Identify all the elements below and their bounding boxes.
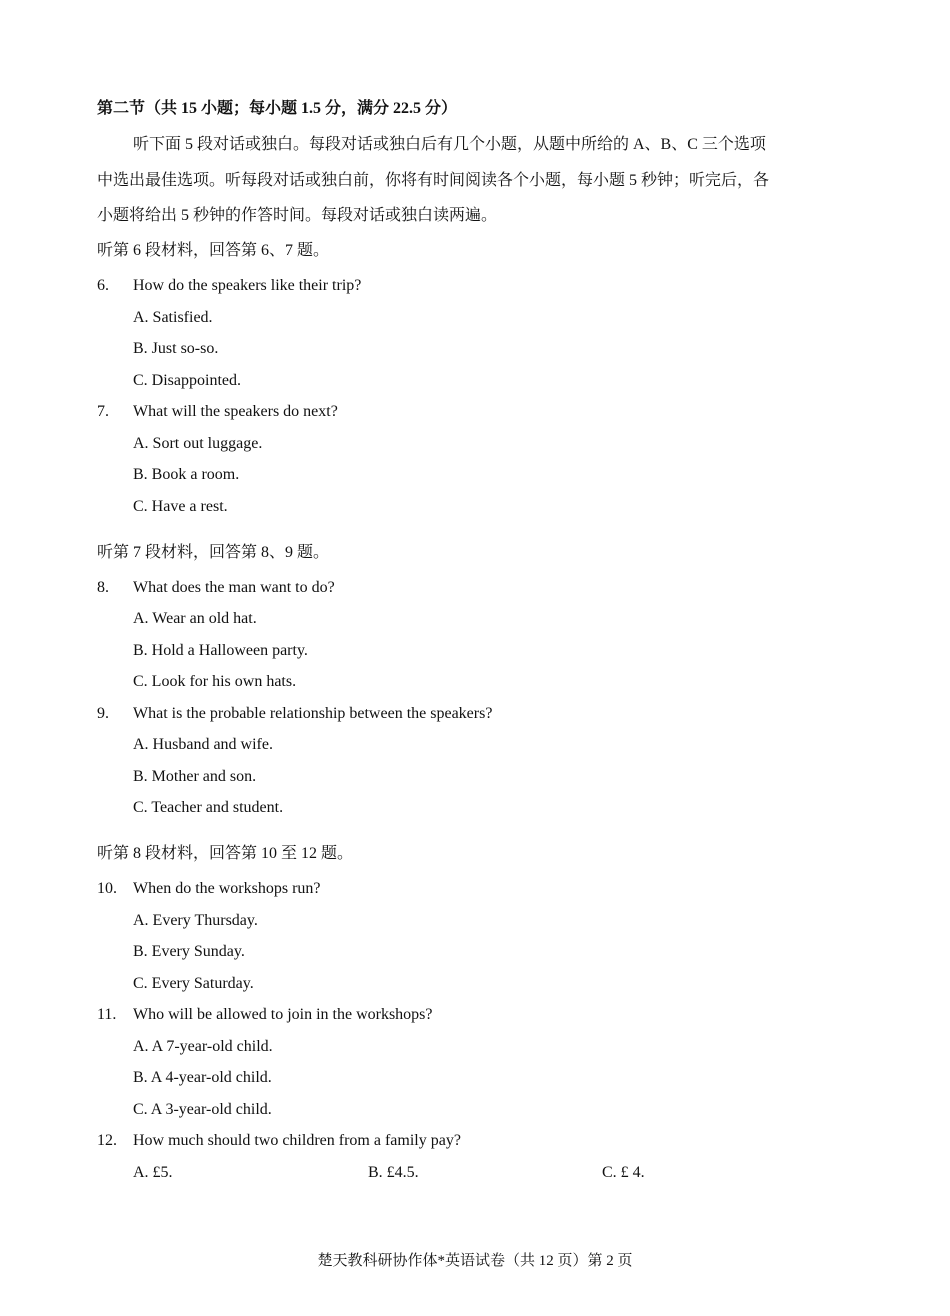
option-b: B. Book a room. bbox=[133, 466, 240, 483]
question-number: 8. bbox=[97, 579, 109, 596]
question-number: 11. bbox=[97, 1006, 117, 1023]
material-label: 听第 7 段材料，回答第 8、9 题。 bbox=[97, 544, 330, 561]
option-c: C. Have a rest. bbox=[133, 498, 228, 515]
option-a: A. A 7-year-old child. bbox=[133, 1038, 273, 1055]
instruction-line-1: 听下面 5 段对话或独白。每段对话或独白后有几个小题，从题中所给的 A、B、C 三个选项 bbox=[133, 136, 766, 153]
section-heading: 第二节（共 15 小题；每小题 1.5 分，满分 22.5 分） bbox=[97, 100, 458, 117]
question-text: When do the workshops run? bbox=[133, 880, 321, 897]
option-b: B. A 4-year-old child. bbox=[133, 1069, 272, 1086]
question-text: Who will be allowed to join in the workshops? bbox=[133, 1006, 433, 1023]
instruction-line-2: 中选出最佳选项。听每段对话或独白前，你将有时间阅读各个小题，每小题 5 秒钟；听完后，各 bbox=[97, 172, 770, 189]
option-c: C. Every Saturday. bbox=[133, 975, 254, 992]
option-c: C. Teacher and student. bbox=[133, 799, 284, 816]
question-text: What is the probable relationship between the speakers? bbox=[133, 705, 493, 722]
option-a: A. Husband and wife. bbox=[133, 736, 273, 753]
question-text: How do the speakers like their trip? bbox=[133, 277, 362, 294]
question-number: 9. bbox=[97, 705, 109, 722]
option-b: B. Mother and son. bbox=[133, 768, 257, 785]
option-a: A. Sort out luggage. bbox=[133, 435, 263, 452]
option-a: A. Every Thursday. bbox=[133, 912, 258, 929]
option-b: B. Every Sunday. bbox=[133, 943, 245, 960]
option-a: A. Wear an old hat. bbox=[133, 610, 257, 627]
option-c: C. Disappointed. bbox=[133, 372, 241, 389]
page-footer: 楚天教科研协作体*英语试卷（共 12 页）第 2 页 bbox=[317, 1253, 633, 1269]
instruction-line-3: 小题将给出 5 秒钟的作答时间。每段对话或独白读两遍。 bbox=[97, 207, 498, 224]
question-text: What does the man want to do? bbox=[133, 579, 335, 596]
question-text: What will the speakers do next? bbox=[133, 403, 338, 420]
option-a: A. Satisfied. bbox=[133, 309, 213, 326]
option-b: B. £4.5. bbox=[368, 1164, 419, 1181]
material-label: 听第 8 段材料，回答第 10 至 12 题。 bbox=[97, 845, 354, 862]
question-number: 12. bbox=[97, 1132, 117, 1149]
option-b: B. Just so-so. bbox=[133, 340, 219, 357]
option-b: B. Hold a Halloween party. bbox=[133, 642, 308, 659]
question-text: How much should two children from a family pay? bbox=[133, 1132, 461, 1149]
option-c: C. £ 4. bbox=[602, 1164, 645, 1181]
question-number: 6. bbox=[97, 277, 109, 294]
material-label: 听第 6 段材料，回答第 6、7 题。 bbox=[97, 242, 330, 259]
option-c: C. Look for his own hats. bbox=[133, 673, 297, 690]
question-number: 7. bbox=[97, 403, 109, 420]
option-a: A. £5. bbox=[133, 1164, 173, 1181]
option-c: C. A 3-year-old child. bbox=[133, 1101, 272, 1118]
question-number: 10. bbox=[97, 880, 117, 897]
